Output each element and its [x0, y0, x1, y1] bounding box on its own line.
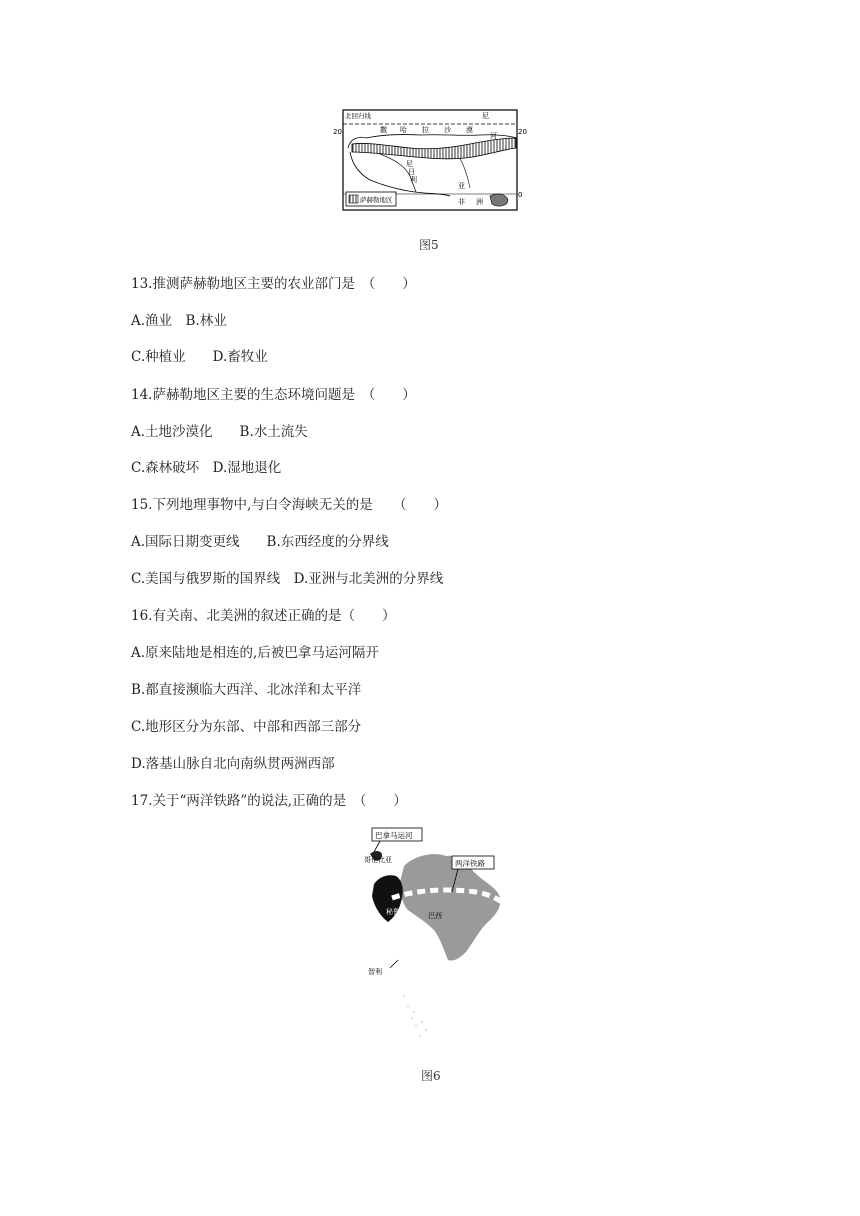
- figure-5-caption: 图5: [419, 238, 439, 252]
- question-16-option-a: A.原来陆地是相连的,后被巴拿马运河隔开: [131, 645, 379, 661]
- he-label: 河: [490, 132, 497, 140]
- ri-label: 日: [408, 168, 415, 176]
- figure-6-map: [356, 826, 506, 1046]
- zhou-label: 洲: [476, 198, 483, 206]
- sahara-char-5: 漠: [466, 126, 473, 134]
- lat-left-label: 20: [333, 128, 342, 136]
- lat-right-label: 20: [518, 128, 527, 136]
- question-13-option-2: C.种植业 D.畜牧业: [131, 349, 268, 365]
- figure-6-caption: 图6: [421, 1069, 441, 1083]
- question-14-option-2: C.森林破坏 D.湿地退化: [131, 460, 282, 476]
- south-america-map-svg: [356, 826, 506, 1046]
- question-14-stem: 14.萨赫勒地区主要的生态环境问题是 （ ）: [131, 387, 416, 403]
- figure-5-map: [333, 108, 527, 212]
- colombia-label: 哥伦比亚: [364, 856, 392, 864]
- question-17-stem: 17.关于“两洋铁路”的说法,正确的是 （ ）: [131, 793, 407, 809]
- question-15-option-2: C.美国与俄罗斯的国界线 D.亚洲与北美洲的分界线: [131, 571, 444, 587]
- question-13-stem: 13.推测萨赫勒地区主要的农业部门是 （ ）: [131, 276, 416, 292]
- brazil-label: 巴西: [428, 912, 442, 920]
- sahel-map-svg: [333, 108, 527, 212]
- chile-label: 智利: [368, 968, 382, 976]
- question-14-option-1: A.土地沙漠化 B.水土流失: [131, 424, 308, 440]
- legend-label: 萨赫勒地区: [360, 196, 393, 204]
- question-16-option-b: B.都直接濒临大西洋、北冰洋和太平洋: [131, 682, 362, 698]
- question-16-option-c: C.地形区分为东部、中部和西部三部分: [131, 719, 362, 735]
- sahara-char-1: 撒: [380, 126, 387, 134]
- li-label: 利: [410, 176, 417, 184]
- tropic-label: 北回归线: [345, 112, 371, 120]
- panama-canal-label: 巴拿马运河: [375, 831, 413, 840]
- ya-label: 亚: [458, 182, 465, 190]
- peru-label: 秘鲁: [386, 908, 400, 916]
- southern-cone-dots: [403, 995, 427, 1037]
- railway-label: 两洋铁路: [455, 859, 485, 868]
- question-16-option-d: D.落基山脉自北向南纵贯两洲西部: [131, 756, 335, 772]
- sahara-char-4: 沙: [444, 126, 451, 134]
- question-15-option-1: A.国际日期变更线 B.东西经度的分界线: [131, 534, 389, 550]
- lat-zero-label: 0: [518, 191, 523, 199]
- sahara-char-2: 哈: [400, 126, 407, 134]
- question-16-stem: 16.有关南、北美洲的叙述正确的是（ ）: [131, 608, 396, 624]
- brazil-shape: [400, 854, 500, 960]
- fei-label: 非: [458, 198, 465, 206]
- ni2-label: 尼: [406, 160, 413, 168]
- question-15-stem: 15.下列地理事物中,与白令海峡无关的是 （ ）: [131, 497, 448, 513]
- sahara-char-3: 拉: [422, 126, 429, 134]
- question-13-option-1: A.渔业 B.林业: [131, 313, 227, 329]
- ni-label: 尼: [482, 112, 489, 120]
